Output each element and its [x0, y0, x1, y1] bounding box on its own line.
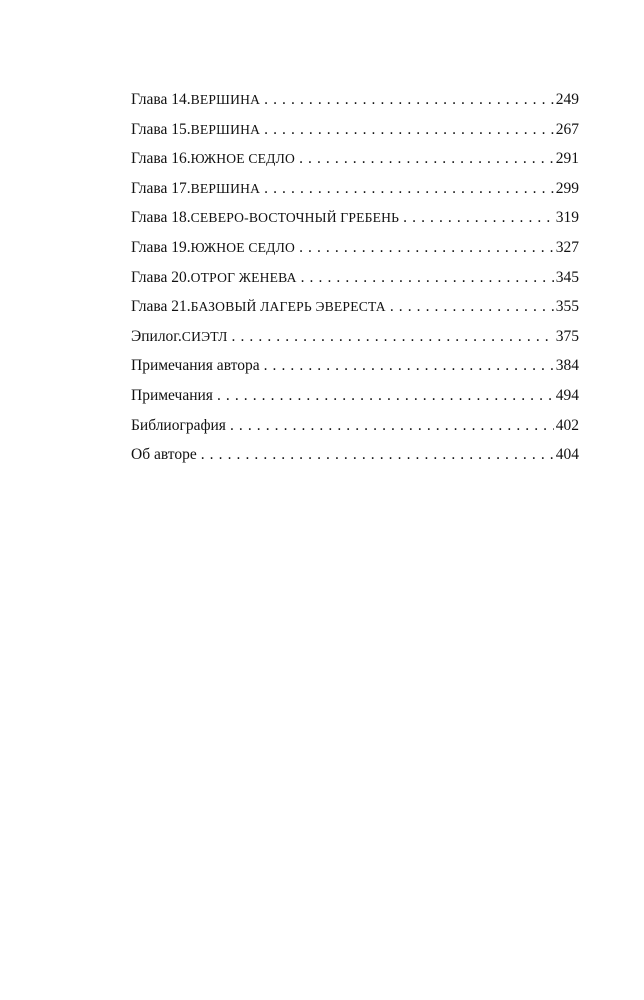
toc-entry-page: 327 — [555, 238, 579, 256]
toc-dot-leader — [201, 440, 554, 470]
toc-entry — [131, 381, 579, 411]
toc-dot-leader — [230, 411, 554, 441]
toc-entry-title: СИЭТЛ — [181, 328, 228, 344]
toc-entry — [131, 292, 579, 322]
toc-dot-leader — [264, 351, 554, 381]
toc-entry — [131, 322, 579, 352]
toc-entry-page: 267 — [555, 120, 579, 138]
toc-entry-page: 291 — [555, 150, 579, 168]
toc-dot-leader — [301, 263, 554, 293]
toc-entry-title: ВЕРШИНА — [190, 92, 261, 107]
toc-entry-title: ЮЖНОЕ СЕДЛО — [190, 239, 296, 255]
toc-entry — [131, 174, 579, 204]
toc-entry-page: 494 — [555, 386, 579, 404]
toc-dot-leader — [217, 381, 554, 411]
toc-entry-prefix: Глава 20. — [131, 268, 191, 286]
toc-entry-page: 249 — [555, 91, 579, 108]
toc-entry — [131, 203, 579, 233]
toc-entry-prefix: Глава 17. — [131, 179, 191, 197]
toc-entry-page: 355 — [555, 298, 579, 316]
toc-entry-prefix: Глава 14. — [131, 91, 191, 108]
toc-entry — [131, 351, 579, 381]
toc-entry — [131, 144, 579, 174]
toc-entry-page: 404 — [555, 446, 579, 464]
toc-entry-title: ОТРОГ ЖЕНЕВА — [190, 269, 297, 285]
toc-entry-prefix: Глава 21. — [131, 298, 191, 316]
toc-entry-title: Библиография — [131, 416, 226, 434]
toc-entry-title: БАЗОВЫЙ ЛАГЕРЬ ЭВЕРЕСТА — [190, 299, 386, 315]
toc-entry-prefix: Глава 18. — [131, 209, 191, 227]
toc-dot-leader — [264, 115, 554, 145]
toc-entry-prefix: Глава 16. — [131, 150, 191, 168]
toc-entry — [131, 411, 579, 441]
toc-entry-title: Примечания автора — [131, 357, 260, 375]
toc-entry-prefix: Эпилог. — [131, 327, 182, 345]
table-of-contents — [131, 85, 579, 470]
toc-dot-leader — [232, 322, 554, 352]
toc-dot-leader — [299, 233, 554, 263]
toc-dot-leader — [403, 203, 554, 233]
toc-entry-page: 299 — [555, 179, 579, 197]
toc-entry-page: 402 — [555, 416, 579, 434]
toc-entry-page: 384 — [555, 357, 579, 375]
toc-entry-title: ВЕРШИНА — [190, 180, 261, 196]
toc-entry-title: Примечания — [131, 386, 213, 404]
toc-entry-page: 375 — [555, 327, 579, 345]
toc-entry-title: Об авторе — [131, 446, 197, 464]
toc-entry-title: ВЕРШИНА — [190, 121, 261, 137]
toc-entry — [131, 115, 579, 145]
toc-entry-title: ЮЖНОЕ СЕДЛО — [190, 151, 296, 167]
toc-entry — [131, 263, 579, 293]
toc-entry-title: СЕВЕРО-ВОСТОЧНЫЙ ГРЕБЕНЬ — [190, 210, 400, 226]
toc-dot-leader — [264, 174, 554, 204]
toc-entry-page: 345 — [555, 268, 579, 286]
toc-entry-prefix: Глава 19. — [131, 238, 191, 256]
toc-dot-leader — [390, 292, 554, 322]
toc-entry — [131, 233, 579, 263]
toc-dot-leader — [299, 144, 554, 174]
toc-entry-page: 319 — [555, 209, 579, 227]
toc-entry — [131, 440, 579, 470]
toc-dot-leader — [264, 85, 554, 115]
toc-entry — [131, 85, 579, 115]
toc-entry-prefix: Глава 15. — [131, 120, 191, 138]
